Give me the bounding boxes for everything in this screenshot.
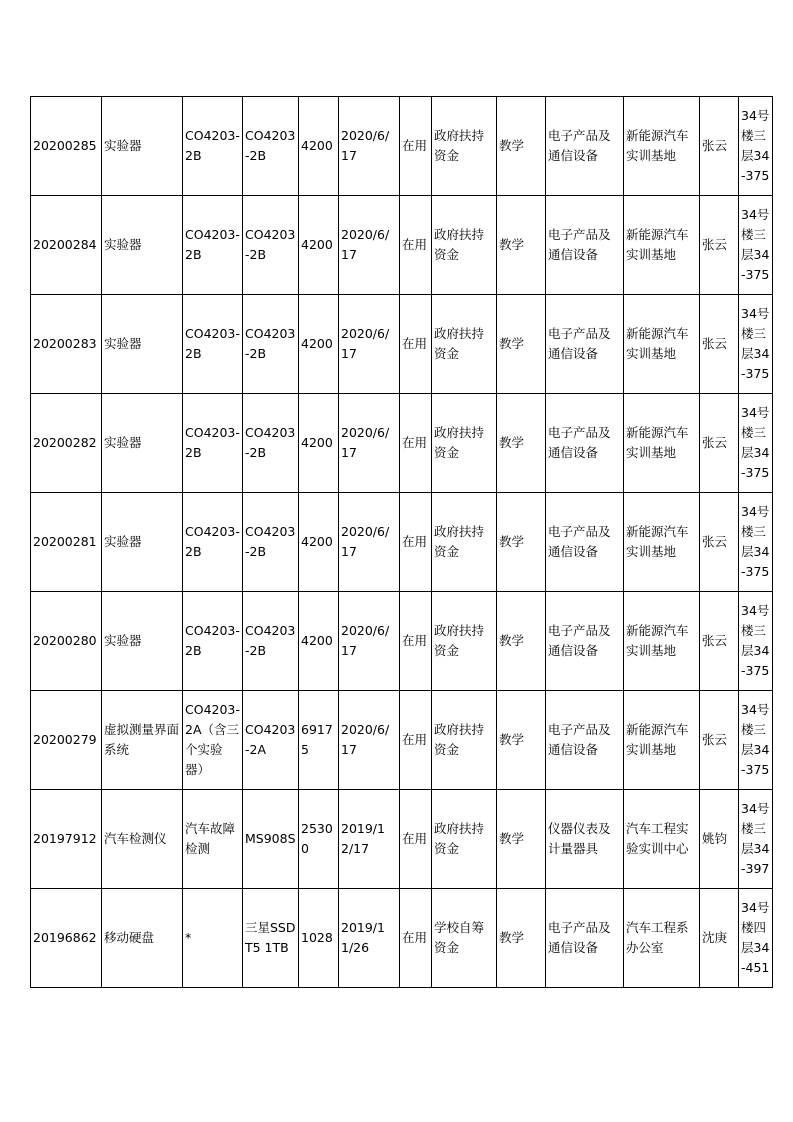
- asset-name-cell: 虚拟测量界面系统: [102, 691, 183, 790]
- category-cell: 电子产品及通信设备: [546, 394, 624, 493]
- asset-price-cell: 4200: [299, 493, 339, 592]
- category-cell: 电子产品及通信设备: [546, 592, 624, 691]
- department-cell: 新能源汽车实训基地: [624, 592, 700, 691]
- status-cell: 在用: [400, 889, 432, 988]
- asset-price-cell: 4200: [299, 394, 339, 493]
- table-row: [31, 394, 773, 493]
- asset-table: [30, 96, 773, 988]
- asset-model-cell: CO4203-2B: [183, 196, 243, 295]
- asset-price-cell: 4200: [299, 97, 339, 196]
- asset-spec-cell: MS908S: [243, 790, 299, 889]
- custodian-cell: 张云: [700, 592, 739, 691]
- purchase-date-cell: 2020/6/17: [339, 493, 400, 592]
- status-cell: 在用: [400, 592, 432, 691]
- location-cell: 34号楼三层34-375: [739, 196, 773, 295]
- asset-spec-cell: CO4203-2B: [243, 196, 299, 295]
- department-cell: 新能源汽车实训基地: [624, 691, 700, 790]
- asset-model-cell: CO4203-2B: [183, 592, 243, 691]
- department-cell: 新能源汽车实训基地: [624, 493, 700, 592]
- asset-id-cell: 20200279: [31, 691, 102, 790]
- department-cell: 新能源汽车实训基地: [624, 196, 700, 295]
- asset-model-cell: *: [183, 889, 243, 988]
- usage-cell: 教学: [497, 592, 546, 691]
- status-cell: 在用: [400, 295, 432, 394]
- asset-name-cell: 实验器: [102, 295, 183, 394]
- asset-id-cell: 20200284: [31, 196, 102, 295]
- status-cell: 在用: [400, 790, 432, 889]
- asset-model-cell: CO4203-2B: [183, 295, 243, 394]
- purchase-date-cell: 2020/6/17: [339, 295, 400, 394]
- custodian-cell: 沈庚: [700, 889, 739, 988]
- status-cell: 在用: [400, 394, 432, 493]
- custodian-cell: 张云: [700, 196, 739, 295]
- status-cell: 在用: [400, 691, 432, 790]
- funding-source-cell: 政府扶持资金: [432, 196, 497, 295]
- asset-id-cell: 20200280: [31, 592, 102, 691]
- funding-source-cell: 政府扶持资金: [432, 97, 497, 196]
- asset-name-cell: 实验器: [102, 493, 183, 592]
- purchase-date-cell: 2020/6/17: [339, 691, 400, 790]
- usage-cell: 教学: [497, 97, 546, 196]
- status-cell: 在用: [400, 97, 432, 196]
- asset-spec-cell: CO4203-2A: [243, 691, 299, 790]
- asset-name-cell: 移动硬盘: [102, 889, 183, 988]
- asset-price-cell: 69175: [299, 691, 339, 790]
- asset-spec-cell: CO4203-2B: [243, 97, 299, 196]
- asset-name-cell: 实验器: [102, 196, 183, 295]
- usage-cell: 教学: [497, 889, 546, 988]
- purchase-date-cell: 2020/6/17: [339, 97, 400, 196]
- usage-cell: 教学: [497, 493, 546, 592]
- purchase-date-cell: 2020/6/17: [339, 592, 400, 691]
- funding-source-cell: 政府扶持资金: [432, 790, 497, 889]
- asset-price-cell: 1028: [299, 889, 339, 988]
- category-cell: 电子产品及通信设备: [546, 493, 624, 592]
- asset-id-cell: 20200285: [31, 97, 102, 196]
- purchase-date-cell: 2019/11/26: [339, 889, 400, 988]
- table-row: [31, 295, 773, 394]
- status-cell: 在用: [400, 196, 432, 295]
- purchase-date-cell: 2019/12/17: [339, 790, 400, 889]
- asset-name-cell: 实验器: [102, 394, 183, 493]
- table-row: [31, 97, 773, 196]
- asset-name-cell: 汽车检测仪: [102, 790, 183, 889]
- asset-spec-cell: CO4203-2B: [243, 592, 299, 691]
- asset-price-cell: 4200: [299, 592, 339, 691]
- category-cell: 电子产品及通信设备: [546, 97, 624, 196]
- asset-spec-cell: CO4203-2B: [243, 295, 299, 394]
- funding-source-cell: 政府扶持资金: [432, 592, 497, 691]
- custodian-cell: 张云: [700, 295, 739, 394]
- location-cell: 34号楼三层34-375: [739, 394, 773, 493]
- department-cell: 汽车工程实验实训中心: [624, 790, 700, 889]
- asset-model-cell: CO4203-2B: [183, 97, 243, 196]
- asset-id-cell: 20200283: [31, 295, 102, 394]
- location-cell: 34号楼三层34-375: [739, 295, 773, 394]
- department-cell: 新能源汽车实训基地: [624, 295, 700, 394]
- table-row: [31, 592, 773, 691]
- custodian-cell: 张云: [700, 97, 739, 196]
- custodian-cell: 张云: [700, 394, 739, 493]
- department-cell: 新能源汽车实训基地: [624, 97, 700, 196]
- status-cell: 在用: [400, 493, 432, 592]
- usage-cell: 教学: [497, 295, 546, 394]
- location-cell: 34号楼三层34-375: [739, 592, 773, 691]
- custodian-cell: 张云: [700, 493, 739, 592]
- asset-spec-cell: CO4203-2B: [243, 394, 299, 493]
- asset-id-cell: 20196862: [31, 889, 102, 988]
- usage-cell: 教学: [497, 691, 546, 790]
- asset-model-cell: CO4203-2B: [183, 493, 243, 592]
- category-cell: 仪器仪表及计量器具: [546, 790, 624, 889]
- asset-price-cell: 4200: [299, 295, 339, 394]
- asset-spec-cell: 三星SSD T5 1TB: [243, 889, 299, 988]
- asset-name-cell: 实验器: [102, 97, 183, 196]
- purchase-date-cell: 2020/6/17: [339, 394, 400, 493]
- asset-price-cell: 4200: [299, 196, 339, 295]
- funding-source-cell: 政府扶持资金: [432, 295, 497, 394]
- asset-id-cell: 20197912: [31, 790, 102, 889]
- table-row: [31, 691, 773, 790]
- asset-model-cell: CO4203-2A（含三个实验器）: [183, 691, 243, 790]
- category-cell: 电子产品及通信设备: [546, 295, 624, 394]
- asset-id-cell: 20200281: [31, 493, 102, 592]
- custodian-cell: 张云: [700, 691, 739, 790]
- funding-source-cell: 政府扶持资金: [432, 493, 497, 592]
- custodian-cell: 姚钧: [700, 790, 739, 889]
- asset-model-cell: CO4203-2B: [183, 394, 243, 493]
- funding-source-cell: 学校自筹资金: [432, 889, 497, 988]
- category-cell: 电子产品及通信设备: [546, 196, 624, 295]
- category-cell: 电子产品及通信设备: [546, 889, 624, 988]
- table-row: [31, 196, 773, 295]
- location-cell: 34号楼三层34-375: [739, 691, 773, 790]
- department-cell: 汽车工程系办公室: [624, 889, 700, 988]
- usage-cell: 教学: [497, 790, 546, 889]
- table-row: [31, 889, 773, 988]
- asset-model-cell: 汽车故障检测: [183, 790, 243, 889]
- table-row: [31, 790, 773, 889]
- usage-cell: 教学: [497, 394, 546, 493]
- table-row: [31, 493, 773, 592]
- purchase-date-cell: 2020/6/17: [339, 196, 400, 295]
- location-cell: 34号楼三层34-375: [739, 493, 773, 592]
- funding-source-cell: 政府扶持资金: [432, 394, 497, 493]
- asset-price-cell: 25300: [299, 790, 339, 889]
- funding-source-cell: 政府扶持资金: [432, 691, 497, 790]
- asset-name-cell: 实验器: [102, 592, 183, 691]
- asset-spec-cell: CO4203-2B: [243, 493, 299, 592]
- usage-cell: 教学: [497, 196, 546, 295]
- asset-table-body: [31, 97, 773, 988]
- asset-id-cell: 20200282: [31, 394, 102, 493]
- department-cell: 新能源汽车实训基地: [624, 394, 700, 493]
- category-cell: 电子产品及通信设备: [546, 691, 624, 790]
- location-cell: 34号楼四层34-451: [739, 889, 773, 988]
- location-cell: 34号楼三层34-375: [739, 97, 773, 196]
- location-cell: 34号楼三层34-397: [739, 790, 773, 889]
